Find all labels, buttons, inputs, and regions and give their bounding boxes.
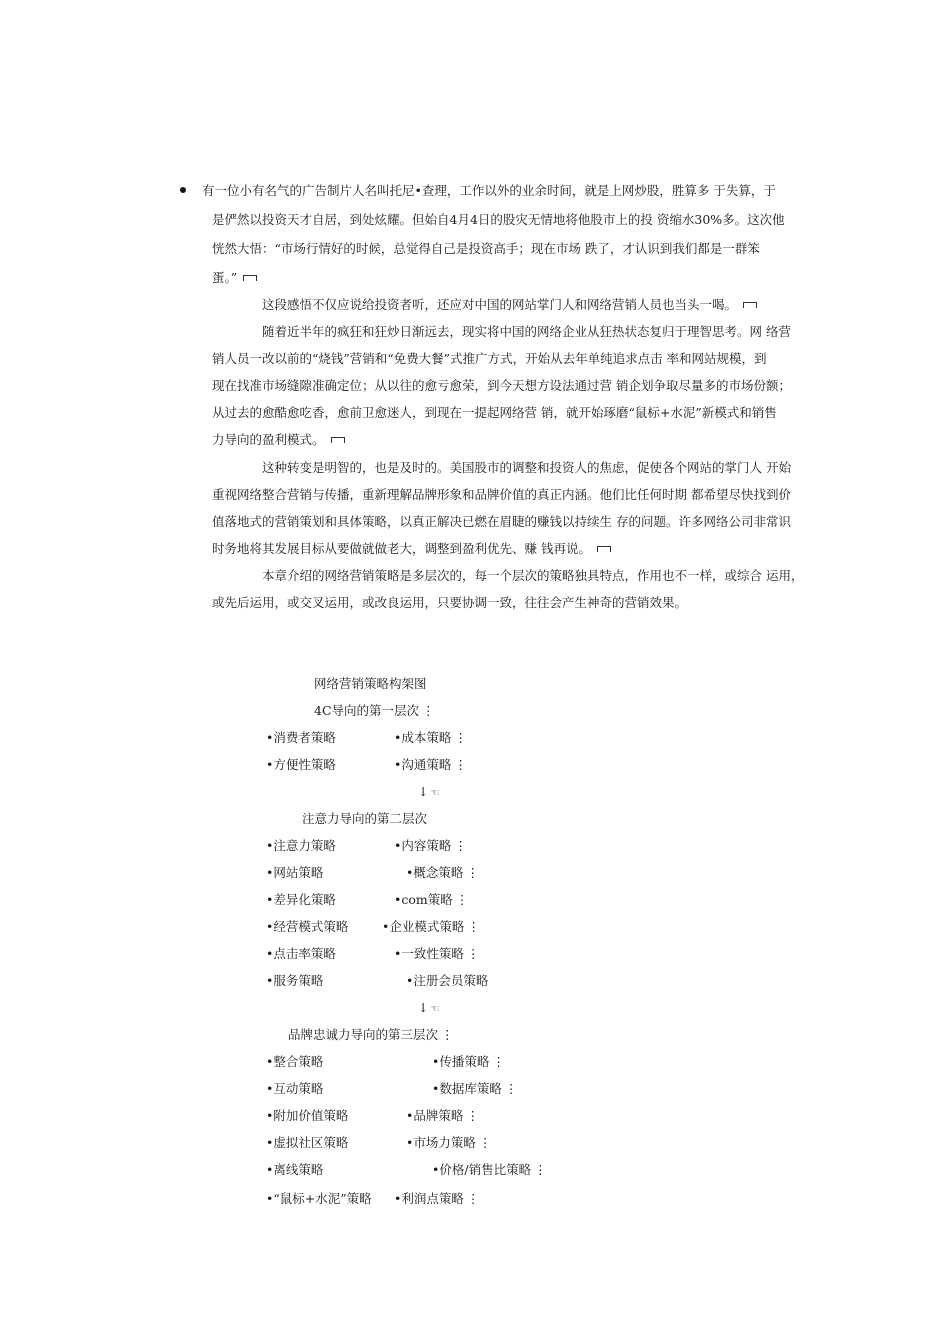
intro-line-2: 是俨然以投资天才自居，到处炫耀。但始自4月4日的股灾无情地将他股市上的投 资缩水30%多。这次他 — [212, 212, 785, 227]
intro-line-4: 蛋。” — [212, 270, 257, 286]
layer3-left-5: •离线策略 — [266, 1162, 324, 1177]
layer1-left-1: •消费者策略 — [266, 730, 336, 745]
list-bullet — [180, 187, 186, 193]
layer2-left-6: •服务策略 — [266, 973, 324, 988]
layer2-left-3: •差异化策略 — [266, 892, 336, 907]
layer2-left-4: •经营模式策略 — [266, 919, 349, 934]
layer3-right-6: •利润点策略 ⋮ — [394, 1191, 480, 1206]
layer3-left-1: •整合策略 — [266, 1054, 324, 1069]
para1-line-1: 这段感悟不仅应说给投资者听，还应对中国的网站掌门人和网络营销人员也当头一喝。 — [262, 297, 757, 313]
diagram-title: 网络营销策略构架图 — [314, 676, 427, 691]
para2-line-3: 现在找准市场缝隙准确定位；从以往的愈亏愈荣，到今天想方设法通过营 销企划争取尽量多的市场份额； — [212, 378, 791, 393]
para2-line-1: 随着近半年的疯狂和狂炒日渐远去，现实将中国的网络企业从狂热状态复归于理智思考。网 络营 — [262, 324, 791, 339]
para3-line-3: 值落地式的营销策划和具体策略，以真正解决已燃在眉睫的赚钱以持续生 存的问题。许多网络公司非常识 — [212, 514, 791, 529]
layer3-left-4: •虚拟社区策略 — [266, 1135, 349, 1150]
para2-line-4: 从过去的愈酷愈吃香，愈前卫愈迷人，到现在一提起网络营 销，就开始琢磨“鼠标+水泥”新模式和销售 — [212, 405, 777, 420]
layer3-right-5: •价格/销售比策略 ⋮ — [432, 1162, 547, 1177]
para3-line-4: 时务地将其发展目标从要做就做老大，调整到盈利优先、赚 钱再说。 — [212, 541, 611, 557]
layer3-left-2: •互动策略 — [266, 1081, 324, 1096]
layer1-left-2: •方便性策略 — [266, 757, 336, 772]
layer3-right-2: •数据库策略 ⋮ — [432, 1081, 518, 1096]
layer2-right-3: •com策略 ⋮ — [394, 892, 469, 907]
layer2-right-4: •企业模式策略 ⋮ — [382, 919, 480, 934]
layer2-left-1: •注意力策略 — [266, 838, 336, 853]
layer1-heading: 4C导向的第一层次 ⋮ — [314, 703, 435, 718]
para4-line-1: 本章介绍的网络营销策略是多层次的，每一个层次的策略独具特点，作用也不一样，或综合 运用， — [262, 568, 804, 583]
paragraph-mark-icon — [331, 437, 345, 443]
layer2-left-2: •网站策略 — [266, 865, 324, 880]
layer3-heading: 品牌忠诚力导向的第三层次 ⋮ — [288, 1027, 454, 1042]
arrow-down-2 — [418, 1000, 439, 1018]
layer2-right-5: •一致性策略 ⋮ — [394, 946, 480, 961]
layer2-right-6: •注册会员策略 — [406, 973, 489, 988]
para2-line-5: 力导向的盈利模式。 — [212, 432, 345, 448]
hand-pointer-icon: ☜ — [430, 1004, 440, 1015]
layer1-right-1: •成本策略 ⋮ — [394, 730, 467, 745]
layer3-left-3: •附加价值策略 — [266, 1108, 349, 1123]
layer2-right-2: •概念策略 ⋮ — [406, 865, 479, 880]
intro-line-1: 有一位小有名气的广告制片人名叫托尼•查理，工作以外的业余时间，就是上网炒股，胜算多 于失算，于 — [202, 183, 776, 198]
layer3-right-1: •传播策略 ⋮ — [432, 1054, 505, 1069]
layer3-right-3: •品牌策略 ⋮ — [406, 1108, 479, 1123]
layer2-heading: 注意力导向的第二层次 — [302, 811, 428, 826]
layer2-right-1: •内容策略 ⋮ — [394, 838, 467, 853]
para3-line-1: 这种转变是明智的，也是及时的。美国股市的调整和投资人的焦虑，促使各个网站的掌门人 开始 — [262, 460, 791, 475]
hand-pointer-icon: ☜ — [430, 788, 440, 799]
layer2-left-5: •点击率策略 — [266, 946, 336, 961]
intro-line-3: 恍然大悟：“市场行情好的时候，总觉得自己是投资高手；现在市场 跌了，才认识到我们都是一群笨 — [212, 241, 760, 256]
paragraph-mark-icon — [243, 275, 257, 281]
para4-line-2: 或先后运用，或交叉运用，或改良运用，只要协调一致，往往会产生神奇的营销效果。 — [212, 595, 688, 610]
layer1-right-2: •沟通策略 ⋮ — [394, 757, 467, 772]
para2-line-2: 销人员一改以前的“烧钱”营销和“免费大餐”式推广方式，开始从去年单纯追求点击 率和网站规模，到 — [212, 351, 767, 366]
paragraph-mark-icon — [597, 546, 611, 552]
paragraph-mark-icon — [743, 302, 757, 308]
layer3-right-4: •市场力策略 ⋮ — [406, 1135, 492, 1150]
arrow-down-1 — [418, 784, 439, 802]
layer3-left-6: •“鼠标+水泥”策略 — [266, 1191, 372, 1206]
para3-line-2: 重视网络整合营销与传播，重新理解品牌形象和品牌价值的真正内涵。他们比任何时期 都希望尽快找到价 — [212, 487, 791, 502]
arrow-down-icon: ↓ — [418, 1000, 429, 1015]
arrow-down-icon: ↓ — [418, 784, 429, 799]
